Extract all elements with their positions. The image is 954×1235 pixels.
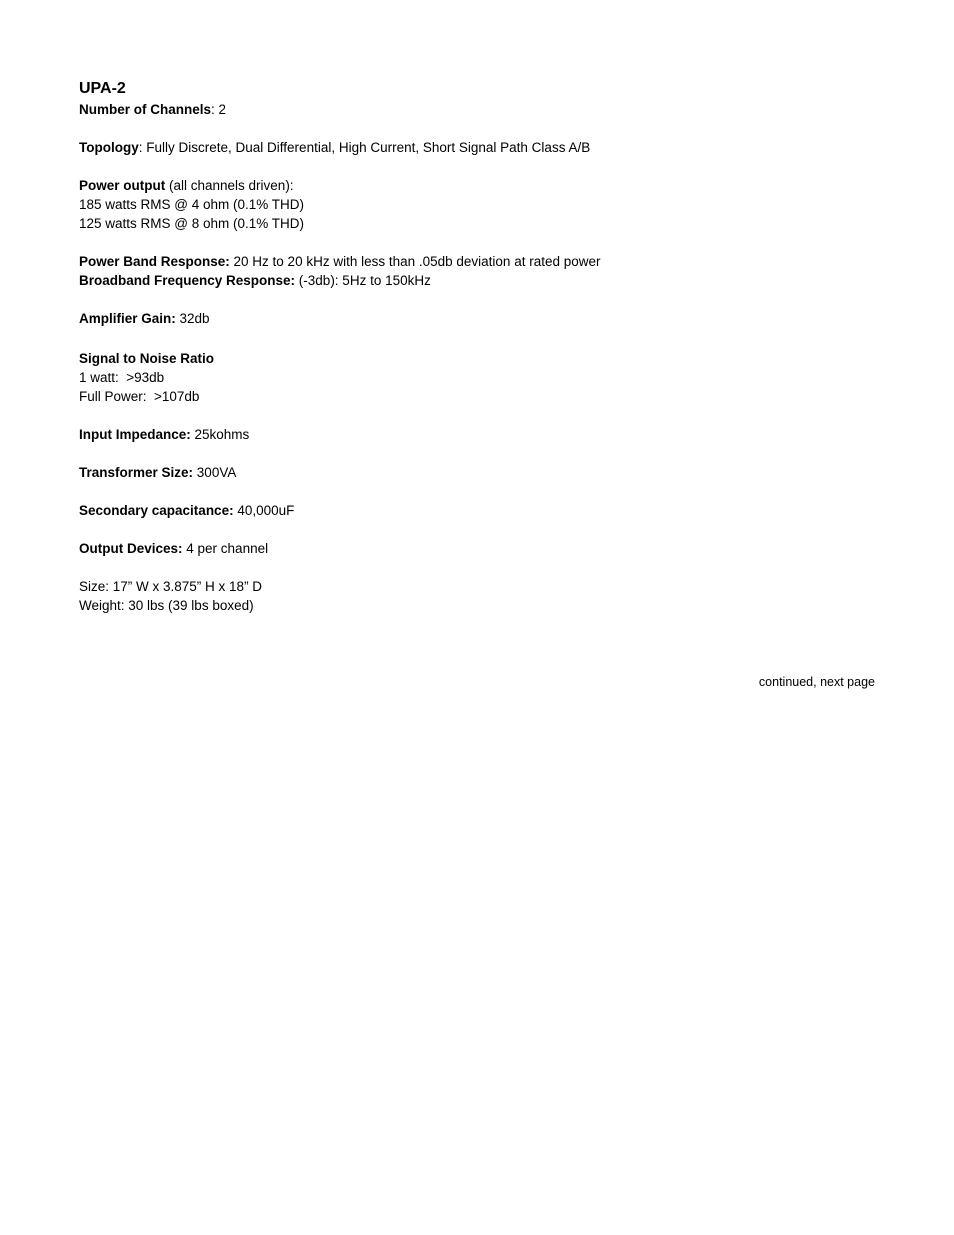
transformer-value: 300VA — [193, 465, 237, 480]
transformer-row — [79, 463, 879, 482]
snr-line: 1 watt: >93db — [79, 370, 165, 385]
broadband-row — [79, 271, 879, 290]
power-output-line: 125 watts RMS @ 8 ohm (0.1% THD) — [79, 216, 305, 231]
impedance-row — [79, 425, 879, 444]
power-output-row — [79, 176, 879, 195]
spec-sheet — [79, 78, 879, 615]
snr-line: Full Power: >107db — [79, 389, 200, 404]
channels-value: 2 — [218, 102, 227, 117]
transformer-label: Transformer Size: — [79, 465, 194, 480]
size-row: Size: 17” W x 3.875” H x 18” D — [79, 579, 263, 594]
power-output-line: 185 watts RMS @ 4 ohm (0.1% THD) — [79, 197, 305, 212]
broadband-value: (-3db): 5Hz to 150kHz — [295, 273, 431, 288]
channels-sep: : — [211, 102, 219, 117]
gain-label: Amplifier Gain: — [79, 311, 176, 326]
weight-row: Weight: 30 lbs (39 lbs boxed) — [79, 598, 254, 613]
snr-label: Signal to Noise Ratio — [79, 351, 215, 366]
impedance-label: Input Impedance: — [79, 427, 191, 442]
capacitance-row — [79, 501, 879, 520]
capacitance-value: 40,000uF — [233, 503, 295, 518]
topology-value: Fully Discrete, Dual Differential, High Current, Short Signal Path Class A/B — [146, 140, 591, 155]
topology-row — [79, 138, 879, 157]
topology-sep: : — [138, 140, 147, 155]
broadband-label: Broadband Frequency Response: — [79, 273, 296, 288]
capacitance-label: Secondary capacitance: — [79, 503, 234, 518]
output-devices-label: Output Devices: — [79, 541, 183, 556]
continued-note: continued, next page — [758, 675, 875, 689]
product-title: UPA-2 — [79, 80, 126, 97]
gain-row — [79, 309, 879, 328]
power-band-label: Power Band Response: — [79, 254, 230, 269]
gain-value: 32db — [175, 311, 210, 326]
output-devices-value: 4 per channel — [182, 541, 269, 556]
power-band-row — [79, 252, 879, 271]
snr-heading — [79, 349, 879, 368]
power-output-label: Power output — [79, 178, 166, 193]
power-band-value: 20 Hz to 20 kHz with less than .05db deviation at rated power — [229, 254, 601, 269]
impedance-value: 25kohms — [190, 427, 250, 442]
topology-label: Topology — [79, 140, 139, 155]
channels-label: Number of Channels — [79, 102, 212, 117]
output-devices-row — [79, 539, 879, 558]
channels-row — [79, 100, 879, 119]
power-output-note: (all channels driven): — [165, 178, 294, 193]
